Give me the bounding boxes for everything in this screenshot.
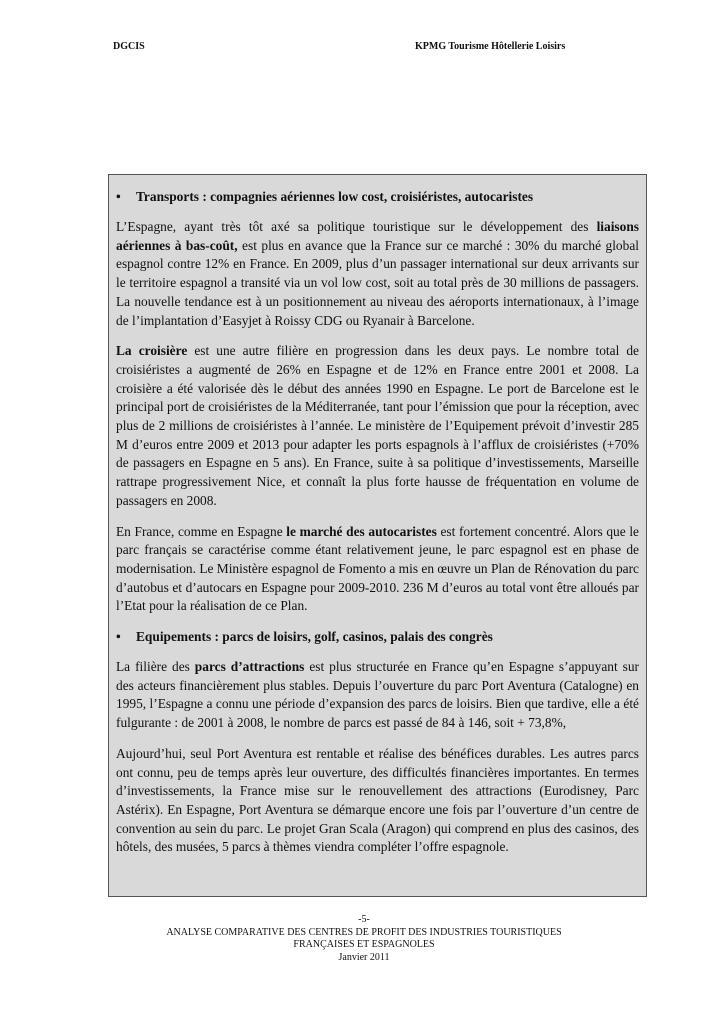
paragraph-croisiere — [116, 342, 639, 510]
text-run: La filière des — [116, 659, 195, 675]
text-emphasis: le marché des autocaristes — [286, 523, 437, 539]
footer-title-line2: FRANÇAISES ET ESPAGNOLES — [293, 939, 435, 950]
page-footer — [0, 914, 728, 964]
footer-title-line1: ANALYSE COMPARATIVE DES CENTRES DE PROFIT DES INDUSTRIES TOURISTIQUES — [166, 926, 562, 938]
bullet-icon: • — [116, 189, 121, 204]
text-emphasis: La croisière — [116, 343, 188, 359]
paragraph-autocaristes — [116, 523, 639, 617]
paragraph-parcs-attractions — [116, 658, 639, 733]
header-right: KPMG Tourisme Hôtellerie Loisirs — [415, 41, 566, 52]
text-emphasis: parcs d’attractions — [194, 659, 305, 675]
paragraph-port-aventura: Aujourd’hui, seul Port Aventura est rentable et réalise des bénéfices durables. Les autres parcs ont connu, peu de temps après leur ouverture, des difficultés financières importantes. En termes d’investissements, la France mise sur le renouvellement des attractions (Eurodisney, Parc Astérix). En Espagne, Port Aventura se démarque encore une fois par l’ouverture d’un centre de convention au sein du parc. Le projet Gran Scala (Aragon) qui comprend en plus des casinos, des hôtels, des musées, 5 parcs à thèmes viendra compléter l’offre espagnole. — [116, 745, 639, 855]
text-run: est plus structurée en France qu’en Espagne s’appuyant sur des acteurs financièrement plus stables. Depuis l’ouverture du parc Port Aventura (Catalogne) en 1995, l’Espagne a connu une période d’expansion des parcs de loisirs. Bien que tardive, elle a été fulgurante : de 2001 à 2008, le nombre de parcs est passé de 84 à 146, soit + 73,8%, — [116, 659, 639, 731]
header-left: DGCIS — [113, 41, 145, 52]
footer-date: Janvier 2011 — [338, 951, 390, 963]
text-run: est plus en avance que la France sur ce marché : 30% du marché global espagnol contre 12% en France. En 2009, plus d’un passager international sur deux arrivants sur le territoire espagnol a transité via un vol low cost, soit au total près de 30 millions de passagers. La nouvelle tendance est à un positionnement au niveau des aéroports internationaux, à l’image de l’implantation d’Easyjet à Roissy CDG ou Ryanair à Barcelone. — [116, 237, 639, 328]
content-box — [108, 174, 647, 897]
text-run: En France, comme en Espagne — [116, 523, 287, 539]
text-run: est fortement concentré. Alors que le parc français se caractérise comme étant relativement jeune, le parc espagnol est en phase de modernisation. Le Ministère espagnol de Fomento a mis en œuvre un Plan de Rénovation du parc d’autobus et d’autocars en Espagne pour 2009-2010. 236 M d’euros au total vont être alloués par l’Etat pour la réalisation de ce Plan. — [116, 523, 640, 614]
section-transports-heading — [116, 188, 639, 206]
bullet-icon: • — [116, 629, 121, 645]
section-title: Transports : compagnies aériennes low cost, croisiéristes, autocaristes — [136, 189, 534, 204]
page-number: -5- — [358, 914, 370, 925]
text-run: est une autre filière en progression dans les deux pays. Le nombre total de croisiéristes a augmenté de 26% en Espagne et de 12% en France entre 2001 et 2008. La croisière a été valorisée dès le début des années 1990 en Espagne. Le port de Barcelone est le principal port de croisiéristes de la Méditerranée, tant pour l’émission que pour la réception, avec plus de 2 millions de croisiéristes à l’année. Le ministère de l’Equipement prévoit d’investir 285 M d’euros entre 2009 et 2013 pour adapter les ports espagnols à l’afflux de croisiéristes (+70% de passagers en Espagne en 5 ans). En France, suite à sa politique d’investissements, Marseille rattrape progressivement Nice, et connaît la plus forte hausse de fréquentation en volume de passagers en 2008. — [116, 343, 640, 508]
section-equipements-heading — [116, 628, 639, 646]
page-header — [113, 41, 613, 52]
text-run: L’Espagne, ayant très tôt axé sa politique touristique sur le développement des — [116, 219, 597, 234]
text-emphasis: liaisons aériennes à bas-coût, — [116, 219, 639, 253]
section-title: Equipements : parcs de loisirs, golf, casinos, palais des congrès — [136, 629, 493, 645]
paragraph-low-cost — [116, 218, 639, 330]
